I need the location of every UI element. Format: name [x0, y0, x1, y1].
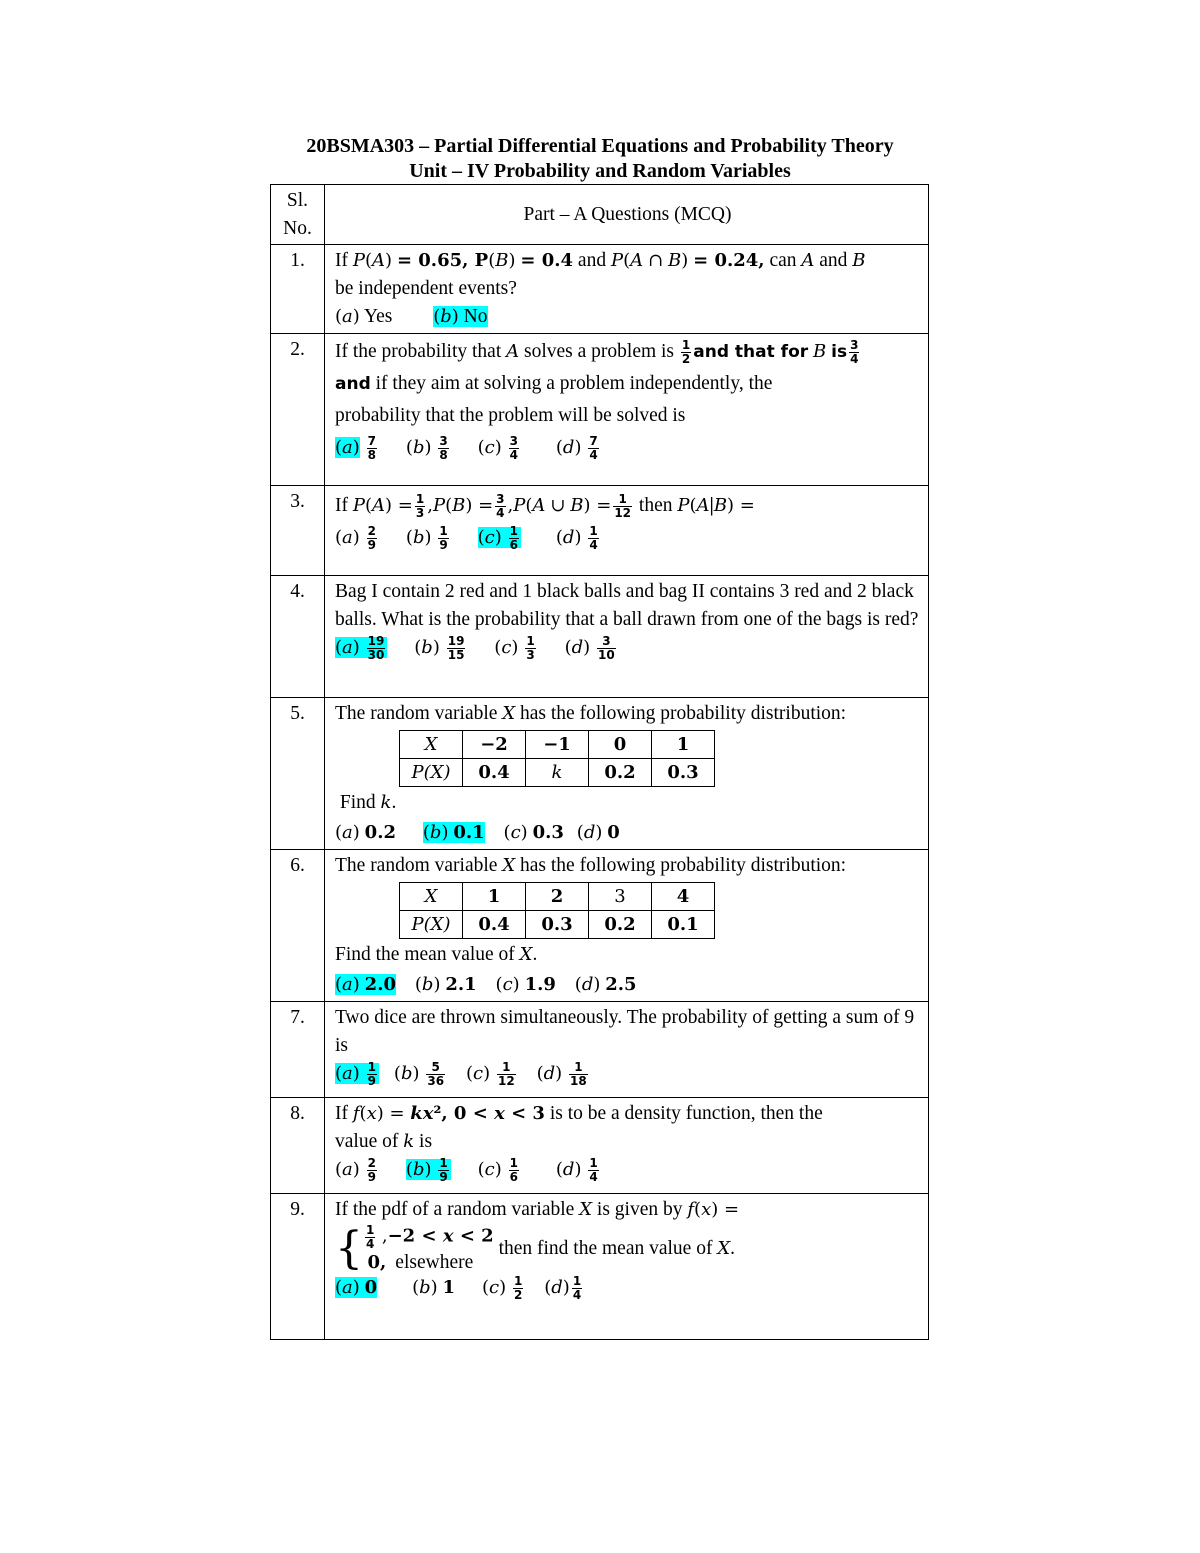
table-row — [271, 1002, 929, 1098]
questions-header: Part – A Questions (MCQ) — [325, 185, 929, 245]
dist-cell: 1 — [652, 731, 715, 759]
dist-cell: 0.3 — [652, 759, 715, 787]
question-text: If f(x) = kx², 0 < x < 3 is to be a density function, then the value of k is — [335, 1103, 823, 1152]
options: (a) $\frac{1}{9}$ (b) $\frac{5}{36}$ (c) $\frac{1}{12}$ (d) $\frac{1}{18}$ — [335, 1060, 587, 1089]
table-row — [271, 576, 929, 698]
dist-cell: 0.1 — [652, 911, 715, 939]
unit-title: Unit – IV Probability and Random Variables — [409, 160, 791, 182]
table-row — [271, 1098, 929, 1194]
dist-cell: P(X) — [400, 911, 463, 939]
question-number: 5. — [271, 698, 325, 850]
question-number: 2. — [271, 334, 325, 486]
question-text: The random variable X has the following probability distribution: — [335, 855, 847, 876]
question-number: 7. — [271, 1002, 325, 1098]
distribution-table — [399, 730, 715, 787]
question-cell — [325, 698, 929, 850]
question-prompt: Find k. — [335, 792, 397, 813]
dist-cell: 1 — [463, 883, 526, 911]
document-title: 20BSMA303 – Partial Differential Equations and Probability Theory — [306, 135, 894, 157]
options: (a) $\frac{2}{9}$ (b) $\frac{1}{9}$ (c) $\frac{1}{6}$ (d) $\frac{1}{4}$ — [335, 524, 598, 553]
highlighted-answer: (b) 0.1 — [422, 822, 485, 843]
highlighted-answer: (a) 0 — [335, 1277, 378, 1298]
table-header-row — [271, 185, 929, 245]
options: (a) 0.2 (b) 0.1 (c) 0.3 (d) 0 — [335, 822, 620, 843]
question-number: 9. — [271, 1194, 325, 1340]
options: (a) 0 (b) 1 (c) $\frac{1}{2}$ (d) $\frac{1}{4}$ — [335, 1274, 582, 1303]
highlighted-answer: (a) $\frac{1}{9}$ — [335, 1063, 379, 1084]
highlighted-answer: (a) $\frac{19}{30}$ — [335, 637, 387, 658]
question-cell — [325, 486, 929, 576]
question-text: The random variable X has the following probability distribution: — [335, 703, 847, 724]
question-cell — [325, 576, 929, 698]
question-tail: then find the mean value of X. — [498, 1238, 736, 1259]
dist-cell: −2 — [463, 731, 526, 759]
question-number: 1. — [271, 245, 325, 334]
options: (a) 2.0 (b) 2.1 (c) 1.9 (d) 2.5 — [335, 974, 637, 995]
question-cell — [325, 850, 929, 1002]
dist-cell: 2 — [526, 883, 589, 911]
options: (a) $\frac{19}{30}$ (b) $\frac{19}{15}$ (c) $\frac{1}{3}$ (d) $\frac{3}{10}$ — [335, 634, 615, 663]
highlighted-answer: (a) 2.0 — [335, 974, 396, 995]
question-number: 4. — [271, 576, 325, 698]
dist-cell: 3 — [589, 883, 652, 911]
dist-cell: 0.2 — [589, 911, 652, 939]
dist-cell: −1 — [526, 731, 589, 759]
dist-cell: 0.4 — [463, 759, 526, 787]
dist-cell: 0.3 — [526, 911, 589, 939]
options: (a) Yes (b) No — [335, 306, 488, 327]
highlighted-answer: (b) No — [433, 306, 488, 327]
highlighted-answer: (a) — [335, 437, 360, 458]
question-prompt: Find the mean value of X. — [335, 944, 538, 965]
dist-cell: P(X) — [400, 759, 463, 787]
question-text: If the pdf of a random variable X is given by f(x) = — [335, 1199, 740, 1220]
piecewise-definition — [335, 1224, 920, 1274]
dist-cell: 0 — [589, 731, 652, 759]
question-cell — [325, 245, 929, 334]
dist-cell: X — [400, 731, 463, 759]
dist-cell: X — [400, 883, 463, 911]
table-row — [271, 850, 929, 1002]
sl-no-header: Sl. No. — [271, 185, 325, 245]
brace-icon: { — [335, 1223, 363, 1274]
question-text: If P(A) = 0.65, P(B) = 0.4 and P(A ∩ B) = 0.24, can A and B be independent events? — [335, 250, 866, 299]
dist-cell: k — [526, 759, 589, 787]
question-number: 3. — [271, 486, 325, 576]
question-text: If P(A) = $\frac{1}{3}$ ,P(B) = $\frac{3}{4}$ ,P(A ∪ B) = $\frac{1}{12}$ then P(A|B) = — [335, 492, 755, 521]
table-row — [271, 245, 929, 334]
question-number: 6. — [271, 850, 325, 1002]
options: (a) $\frac{2}{9}$ (b) $\frac{1}{9}$ (c) $\frac{1}{6}$ (d) $\frac{1}{4}$ — [335, 1156, 598, 1185]
question-number: 8. — [271, 1098, 325, 1194]
question-text: Two dice are thrown simultaneously. The probability of getting a sum of 9 is — [335, 1007, 915, 1056]
dist-cell: 4 — [652, 883, 715, 911]
table-row — [271, 698, 929, 850]
table-row — [271, 334, 929, 486]
question-cell — [325, 1194, 929, 1340]
table-row — [271, 486, 929, 576]
options: (a) $\frac{7}{8}$ (b) $\frac{3}{8}$ (c) $\frac{3}{4}$ (d) $\frac{7}{4}$ — [335, 434, 598, 463]
question-text: Bag I contain 2 red and 1 black balls and bag II contains 3 red and 2 black balls. What is the probability that a ball drawn from one of the bags is red? — [335, 581, 919, 630]
highlighted-answer: (b) $\frac{1}{9}$ — [406, 1159, 451, 1180]
questions-table — [270, 184, 929, 1340]
dist-cell: 0.2 — [589, 759, 652, 787]
question-text: If the probability that A solves a problem is $\frac{1}{2}$ and that for B is $\frac{3}{4}$ and if they aim at solving a problem independently, the probability that the problem will be solved is — [335, 338, 859, 426]
table-row — [271, 1194, 929, 1340]
question-cell — [325, 334, 929, 486]
cases: $\frac{1}{4}$ ,−2 < x < 2 0, elsewhere — [366, 1223, 494, 1273]
question-cell — [325, 1002, 929, 1098]
dist-cell: 0.4 — [463, 911, 526, 939]
highlighted-answer: (c) $\frac{1}{6}$ — [478, 527, 521, 548]
question-cell — [325, 1098, 929, 1194]
distribution-table — [399, 882, 715, 939]
